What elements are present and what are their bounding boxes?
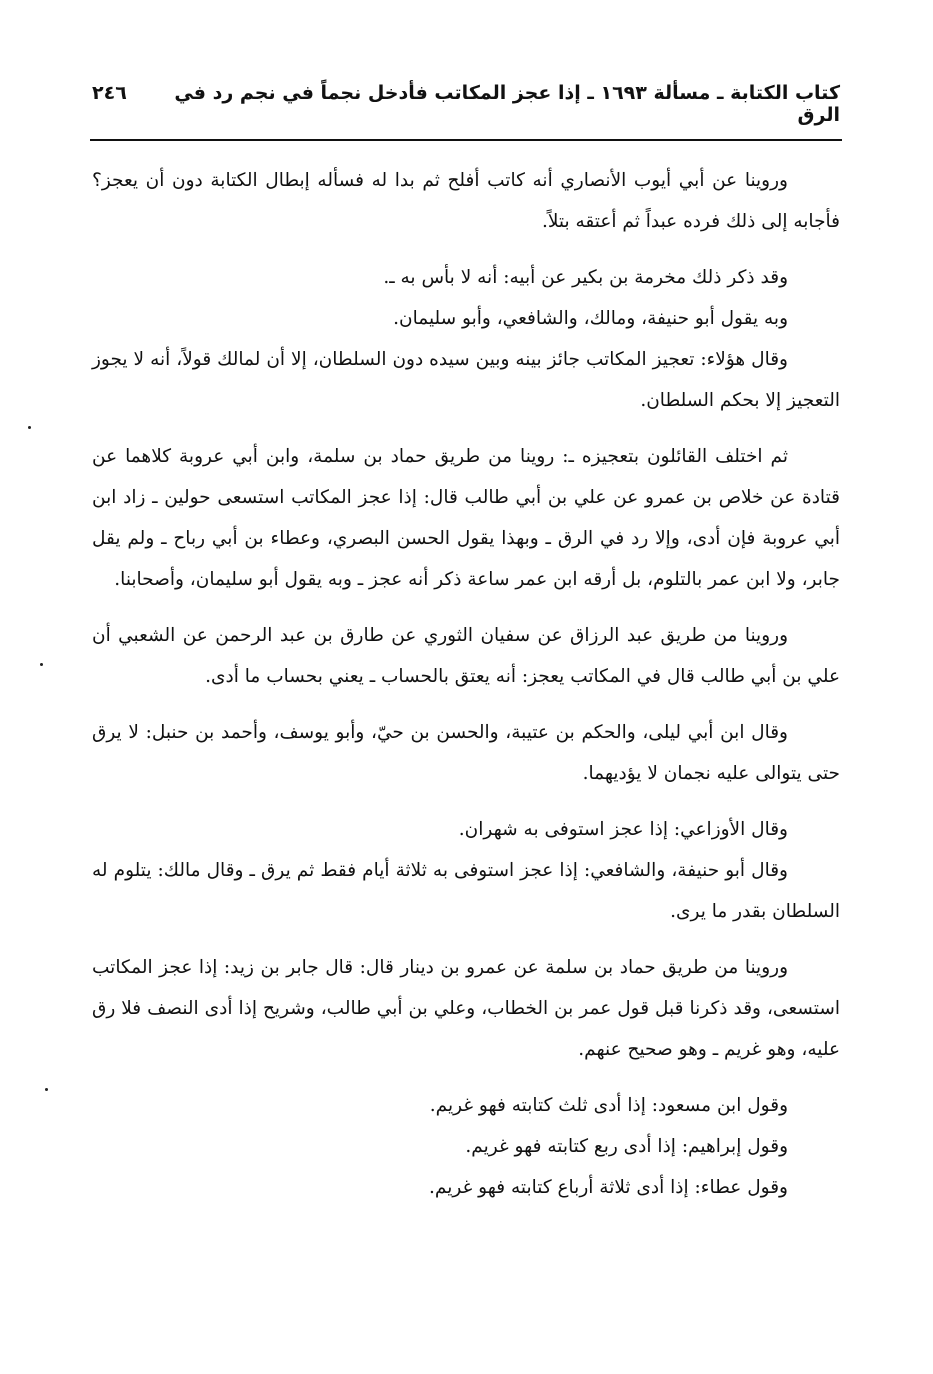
page-body [92,160,840,1208]
scan-speck [45,1088,48,1091]
paragraph-1: وروينا عن أبي أيوب الأنصاري أنه كاتب أفلح ثم بدا له فسأله إبطال الكتابة دون أن يعجز؟ فأجابه إلى ذلك فرده عبداً ثم أعتقه بتلاً. [92,170,840,232]
scan-speck [28,426,31,429]
paragraph-9: وقال أبو حنيفة، والشافعي: إذا عجز استوفى به ثلاثة أيام فقط ثم يرق ـ وقال مالك: يتلوم له السلطان بقدر ما يرى. [92,860,840,922]
paragraph-5: ثم اختلف القائلون بتعجيزه ـ: روينا من طريق حماد بن سلمة، وابن أبي عروبة كلاهما عن قتادة عن خلاص بن عمرو عن علي بن أبي طالب قال: إذا عجز المكاتب استسعى حولين ـ زاد ابن أبي عروبة فإن أدى، وإلا رد في الرق ـ وبهذا يقول الحسن البصري، وعطاء بن أبي رباح ـ ولم يقل جابر، ولا ابن عمر بالتلوم، بل أرقه ابن عمر ساعة ذكر أنه عجز ـ وبه يقول أبو سليمان، وأصحابنا. [92,446,840,590]
page-header [92,82,840,126]
paragraph-3: وبه يقول أبو حنيفة، ومالك، والشافعي، وأبو سليمان. [393,308,788,329]
paragraph-6: وروينا من طريق عبد الرزاق عن سفيان الثوري عن طارق بن عبد الرحمن عن الشعبي أن علي بن أبي طالب قال في المكاتب يعجز: أنه يعتق بالحساب ـ يعني بحساب ما أدى. [92,625,840,687]
paragraph-10: وروينا من طريق حماد بن سلمة عن عمرو بن دينار قال: قال جابر بن زيد: إذا عجز المكاتب استسعى، وقد ذكرنا قبل قول عمر بن الخطاب، وعلي بن أبي طالب، وشريح إذا أدى النصف فلا رق عليه، وهو غريم ـ وهو صحيح عنهم. [92,957,840,1060]
paragraph-8: وقال الأوزاعي: إذا عجز استوفى به شهران. [458,819,788,840]
paragraph-2: وقد ذكر ذلك مخرمة بن بكير عن أبيه: أنه لا بأس به ـ. [383,267,788,288]
page-number: ٢٤٦ [92,82,127,104]
scan-speck [40,663,43,666]
quotation-ibrahim: وقول إبراهيم: إذا أدى ربع كتابته فهو غريم. [465,1136,788,1157]
paragraph-7: وقال ابن أبي ليلى، والحكم بن عتيبة، والحسن بن حيّ، وأبو يوسف، وأحمد بن حنبل: لا يرق حتى يتوالى عليه نجمان لا يؤديهما. [92,722,840,784]
header-divider [90,139,842,141]
quotations-block [92,1085,840,1208]
running-title: كتاب الكتابة ـ مسألة ١٦٩٣ ـ إذا عجز المكاتب فأدخل نجماً في نجم رد في الرق [174,82,840,126]
quotation-ibn-masud: وقول ابن مسعود: إذا أدى ثلث كتابته فهو غريم. [429,1095,788,1116]
paragraph-4: وقال هؤلاء: تعجيز المكاتب جائز بينه وبين سيده دون السلطان، إلا أن لمالك قولاً، أنه لا يجوز التعجيز إلا بحكم السلطان. [92,349,840,411]
quotation-ata: وقول عطاء: إذا أدى ثلاثة أرباع كتابته فهو غريم. [429,1177,788,1198]
